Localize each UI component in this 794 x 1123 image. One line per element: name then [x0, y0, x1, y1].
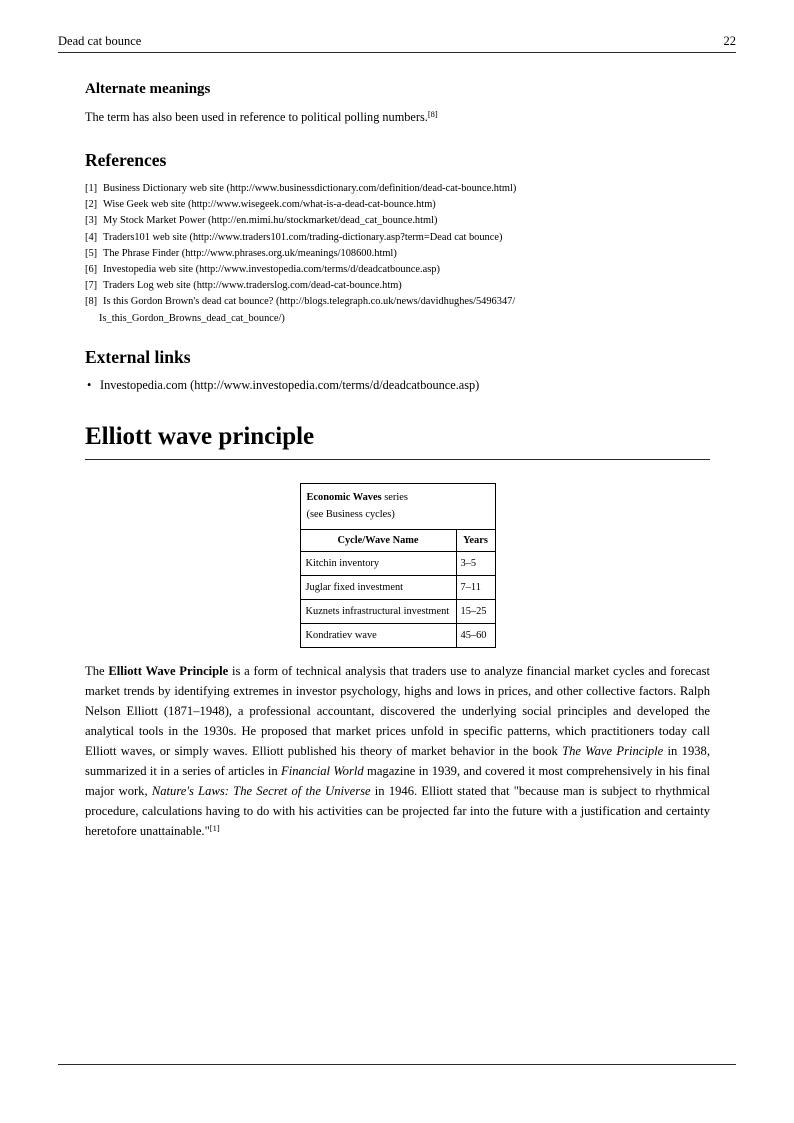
reference-item: [85, 197, 710, 213]
wave-years-cell: 15–25: [456, 599, 495, 623]
table-row: [300, 599, 495, 623]
reference-text: Traders101 web site (http://www.traders101.com/trading-dictionary.asp?term=Dead cat bounce): [103, 231, 503, 243]
running-title: Dead cat bounce: [58, 34, 142, 48]
external-links-list: [85, 378, 710, 392]
wave-years-cell: 7–11: [456, 575, 495, 599]
reference-text: Traders Log web site (http://www.traderslog.com/dead-cat-bounce.htm): [103, 280, 402, 292]
infobox-caption-line1: [307, 489, 489, 506]
alternate-meanings-text: The term has also been used in reference to political polling numbers.: [85, 110, 428, 124]
reference-text: Business Dictionary web site (http://www.businessdictionary.com/definition/dead-cat-bounce.html): [103, 183, 517, 194]
infobox-caption-bold: Economic Waves: [306, 491, 382, 503]
reference-number: [2]: [85, 199, 98, 211]
external-link-text: Investopedia.com (http://www.investopedia.com/terms/d/deadcatbounce.asp): [100, 377, 480, 392]
reference-number: [8]: [85, 296, 98, 308]
page-content: [85, 0, 710, 841]
reference-item: [85, 278, 710, 294]
article-lead-paragraph: [85, 661, 710, 841]
infobox-container: [85, 483, 710, 648]
citation-marker-8: [8]: [427, 109, 438, 119]
alternate-meanings-heading: Alternate meanings: [85, 81, 211, 97]
reference-number: [6]: [85, 264, 98, 276]
text-segment: Elliott Wave Principle: [108, 663, 229, 678]
reference-text-line2: Is_this_Gordon_Browns_dead_cat_bounce/): [99, 312, 285, 324]
infobox-header-row: [300, 529, 495, 551]
reference-item: [85, 246, 710, 262]
reference-item: [85, 262, 710, 278]
text-segment: Financial World: [281, 763, 364, 778]
text-segment: in 1946. Elliott stated that "because man is subject to rhythmical procedure, calculations having to do with his activities can be projected far into the future with a justification and certainty heretofore unattainable.": [85, 783, 710, 838]
text-segment: The: [85, 663, 109, 678]
text-segment: [1]: [209, 822, 220, 833]
reference-number: [4]: [85, 231, 98, 243]
reference-text: The Phrase Finder (http://www.phrases.org.uk/meanings/108600.html): [103, 247, 397, 259]
footer-rule: [58, 1064, 736, 1065]
table-row: [300, 623, 495, 647]
external-link-item: [85, 378, 710, 392]
references-list: [85, 181, 710, 327]
reference-text: [99, 294, 516, 326]
section-external-links: [85, 348, 710, 392]
section-references: [85, 151, 710, 327]
wave-name-cell: Kitchin inventory: [300, 551, 456, 575]
external-links-heading: External links: [85, 346, 191, 367]
infobox-caption: [300, 483, 495, 529]
bullet-icon: •: [87, 377, 92, 392]
economic-waves-infobox: [300, 483, 496, 648]
text-segment: magazine in 1939, and covered it most comprehensively in his final major work,: [85, 763, 710, 798]
reference-number: [7]: [85, 280, 98, 292]
wave-name-cell: Kondratiev wave: [300, 623, 456, 647]
wave-name-cell: Kuznets infrastructural investment: [300, 599, 456, 623]
wave-name-cell: Juglar fixed investment: [300, 575, 456, 599]
infobox-caption-row: [300, 483, 495, 529]
text-segment: is a form of technical analysis that traders use to analyze financial market cycles and forecast market trends by identifying extremes in investor psychology, highs and lows in prices, and other collective factors. Ralph Nelson Elliott (1871–1948), a professional accountant, discovered the underlying social principles and developed the analytical tools in the 1930s. He proposed that market prices unfold in specific patterns, which practitioners today call Elliott waves, or simply waves. Elliott published his theory of market behavior in the book: [85, 663, 710, 758]
infobox-caption-line2: (see Business cycles): [306, 508, 395, 520]
article-title: Elliott wave principle: [85, 423, 710, 460]
table-row: [300, 575, 495, 599]
article-elliott-wave: [85, 423, 710, 841]
reference-item: [85, 294, 710, 326]
alternate-meanings-body: [85, 110, 710, 124]
reference-text-line1: Is this Gordon Brown's dead cat bounce? (http://blogs.telegraph.co.uk/news/davidhughes/5496347/: [103, 296, 516, 308]
wave-years-cell: 3–5: [456, 551, 495, 575]
reference-number: [1]: [85, 183, 98, 194]
references-heading: References: [85, 150, 167, 170]
reference-item: [85, 230, 710, 246]
wave-years-cell: 45–60: [456, 623, 495, 647]
reference-item: [85, 213, 710, 229]
reference-number: [3]: [85, 215, 98, 227]
table-row: [300, 551, 495, 575]
reference-text: My Stock Market Power (http://en.mimi.hu/stockmarket/dead_cat_bounce.html): [103, 215, 438, 227]
infobox-caption-rest: series: [381, 491, 408, 503]
text-segment: The Wave Principle: [562, 743, 664, 758]
text-segment: Nature's Laws: The Secret of the Universe: [151, 783, 371, 798]
reference-number: [5]: [85, 247, 98, 259]
section-alternate-meanings: [85, 82, 710, 124]
infobox-col-name: Cycle/Wave Name: [300, 529, 456, 551]
reference-item: [85, 181, 710, 197]
reference-text: Wise Geek web site (http://www.wisegeek.com/what-is-a-dead-cat-bounce.htm): [103, 199, 436, 211]
text-segment: in 1938, summarized it in a series of articles in: [85, 743, 710, 778]
page-number: 22: [723, 34, 736, 48]
infobox-col-years: Years: [456, 529, 495, 551]
reference-text: Investopedia web site (http://www.investopedia.com/terms/d/deadcatbounce.asp): [103, 264, 440, 276]
